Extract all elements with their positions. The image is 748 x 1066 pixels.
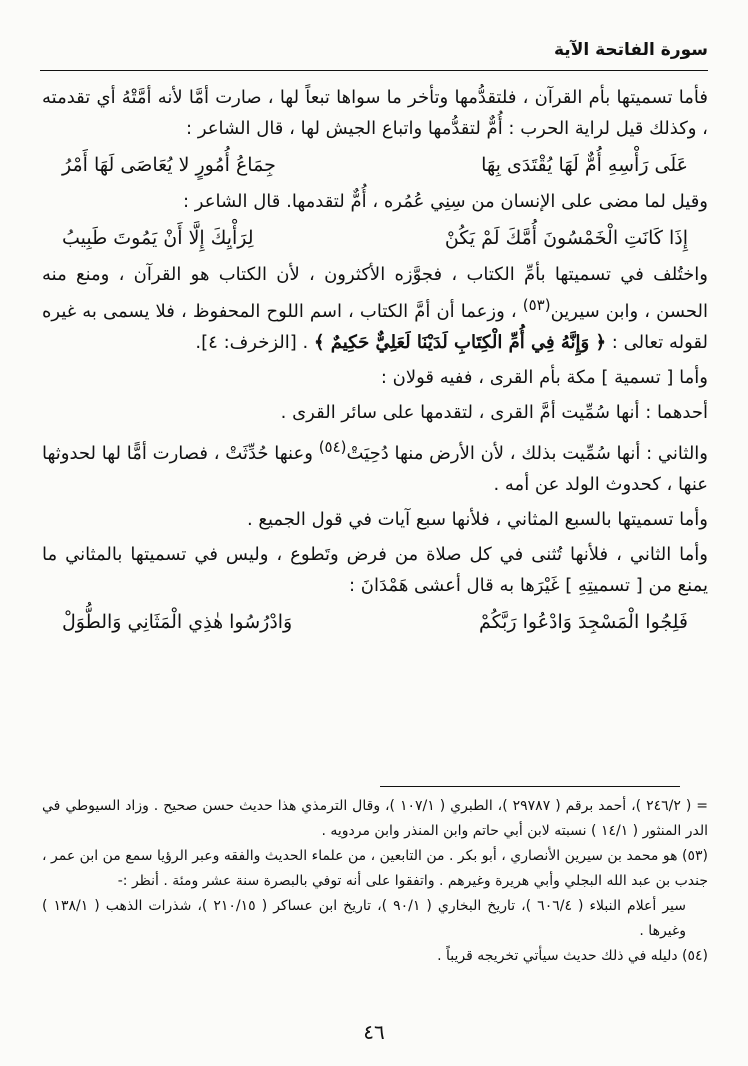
- paragraph-8: وأما الثاني ، فلأنها تُثنى في كل صلاة من فرض وتَطوع ، وليس في تسميتها بالمثاني ما يمنع من [ تسميتِهِ ] غَيْرَها به قال أعشى هَمْدَانَ :: [42, 544, 708, 596]
- verse-2-first-hemistich: إِذَا كَانَتِ الْخَمْسُونَ أُمَّكَ لَمْ يَكُنْ: [444, 227, 688, 249]
- verse-3-first-hemistich: فَلِجُوا الْمَسْجِدَ وَادْعُوا رَبَّكُمْ: [478, 611, 688, 633]
- running-header: سورة الفاتحة الآية: [554, 40, 708, 60]
- paragraph-3: [42, 259, 708, 358]
- verse-1: [42, 148, 708, 182]
- paragraph-3-text-b: ، وزعما أن أمَّ الكتاب ، اسم اللوح المحفوظ ، فلا يسمى به غيره لقوله تعالى :: [42, 301, 708, 353]
- header-rule: [40, 70, 708, 71]
- verse-1-first-hemistich: عَلَى رَأْسِهِ أُمٌّ لَهَا يُقْتَدَى بِهَا: [481, 154, 688, 176]
- verse-3: [42, 605, 708, 639]
- paragraph-6-text-a: والثاني : أنها سُمِّيت بذلك ، لأن الأرض منها دُحِيَتْ: [346, 443, 708, 464]
- paragraph-6-text-b: وعنها حُدِّثَتْ ، فصارت أمًّا لها لحدوثها عنها ، كحدوث الولد عن أمه .: [42, 443, 708, 495]
- main-text: [42, 82, 708, 643]
- footnote-ref-53[interactable]: (٥٣): [522, 296, 551, 314]
- paragraph-4: وأما [ تسمية ] مكة بأم القرى ، ففيه قولان :: [380, 367, 708, 388]
- paragraph-2: وقيل لما مضى على الإنسان من سِنِي عُمُره ، أُمٌّ لتقدمها. قال الشاعر :: [183, 191, 708, 212]
- quran-verse: ﴿ وَإِنَّهُ فِي أُمِّ الْكِتَابِ لَدَيْنَا لَعَلِيٌّ حَكِيمٌ ﴾: [313, 332, 607, 353]
- verse-1-second-hemistich: جِمَاعُ أُمُورٍ لا يُعَاصَى لَهَا أَمْرُ: [62, 154, 276, 176]
- paragraph-7: وأما تسميتها بالسبع المثاني ، فلأنها سبع آيات في قول الجميع .: [246, 509, 708, 530]
- footnote-53-sources: سير أعلام النبلاء ( ٦٠٦/٤ )، تاريخ البخاري ( ٩٠/١ )، تاريخ ابن عساكر ( ٢١٠/١٥ )، شذرات الذهب ( ١٣٨/١ ) وغيرها .: [42, 898, 686, 939]
- paragraph-5: أحدهما : أنها سُمِّيت أمَّ القرى ، لتقدمها على سائر القرى .: [280, 402, 708, 423]
- footnotes: [42, 794, 708, 969]
- footnote-ref-54[interactable]: (٥٤): [318, 438, 347, 456]
- footnote-54: (٥٤) دليله في ذلك حديث سيأتي تخريجه قريباً .: [437, 948, 708, 964]
- paragraph-3-text-a: واختُلف في تسميتها بأمِّ الكتاب ، فجوَّزه الأكثرون ، لأن الكتاب هو القرآن ، ومنع منه الحسن ، وابن سيرين: [42, 264, 708, 322]
- surah-reference: . [الزخرف: ٤].: [195, 332, 309, 353]
- footnote-rule: [380, 786, 680, 787]
- page-number: ٤٦: [363, 1020, 385, 1044]
- verse-2: [42, 221, 708, 255]
- footnote-53: (٥٣) هو محمد بن سيرين الأنصاري ، أبو بكر . من التابعين ، من علماء الحديث والفقه وعبر الرؤيا سمع من ابن عمر ، جندب بن عبد الله البجلي وأبي هريرة وغيرهم . واتفقوا على أنه توفي بالبصرة سنة عشر ومئة . أنظر :-: [42, 848, 708, 889]
- paragraph-6: [42, 432, 708, 500]
- paragraph-1: فأما تسميتها بأم القرآن ، فلتقدُّمها وتأخر ما سواها تبعاً لها ، صارت أمَّا لأنه أمَّتْهُ أي تقدمته ، وكذلك قيل لراية الحرب : أُمٌّ لتقدُّمها واتباع الجيش لها ، قال الشاعر :: [42, 87, 708, 139]
- verse-3-second-hemistich: وَادْرُسُوا هٰذِي الْمَثَانِي وَالطُّوَلْ: [62, 611, 293, 633]
- verse-2-second-hemistich: لِرَأْيِكَ إِلَّا أَنْ يَمُوتَ طَبِيبُ: [62, 227, 254, 249]
- footnote-continuation: = ( ٢٤٦/٢ )، أحمد برقم ( ٢٩٧٨٧ )، الطبري ( ١٠٧/١ )، وقال الترمذي هذا حديث حسن صحيح . وزاد السيوطي في الدر المنثور ( ١٤/١ ) نسبته لابن أبي حاتم وابن المنذر وابن مردويه .: [42, 798, 709, 839]
